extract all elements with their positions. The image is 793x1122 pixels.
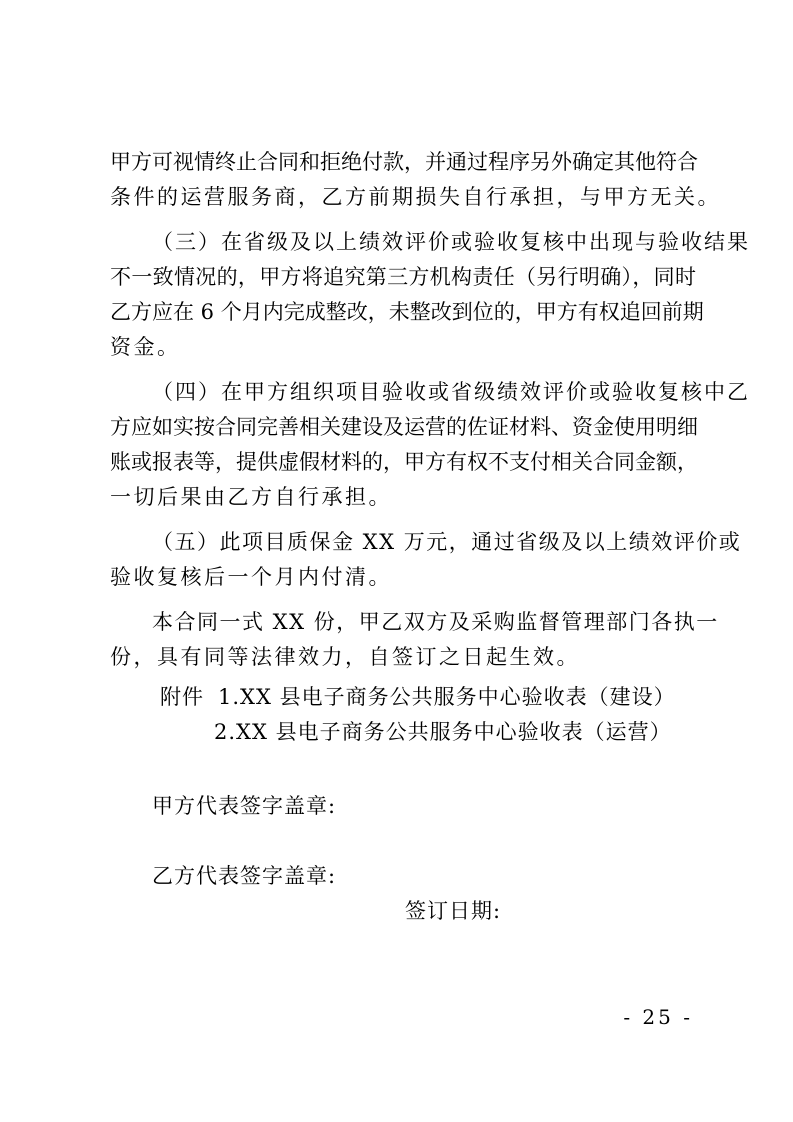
party-b-signature: 乙方代表签字盖章: bbox=[152, 864, 337, 888]
paragraph-line: （四）在甲方组织项目验收或省级绩效评价或验收复核中乙 bbox=[152, 380, 750, 404]
page-number: - 25 - bbox=[623, 1005, 693, 1029]
paragraph-line: 份，具有同等法律效力，自签订之日起生效。 bbox=[110, 645, 580, 669]
paragraph-line: 方应如实按合同完善相关建设及运营的佐证材料、资金使用明细 bbox=[110, 415, 698, 439]
paragraph-line: 乙方应在 6 个月内完成整改，未整改到位的，甲方有权追回前期 bbox=[110, 300, 704, 324]
paragraph-line: 账或报表等，提供虚假材料的，甲方有权不支付相关合同金额， bbox=[110, 450, 698, 474]
party-a-signature: 甲方代表签字盖章: bbox=[152, 794, 337, 818]
paragraph-line: 不一致情况的，甲方将追究第三方机构责任（另行明确），同时 bbox=[110, 265, 696, 289]
paragraph-line: 条件的运营服务商，乙方前期损失自行承担，与甲方无关。 bbox=[110, 185, 721, 209]
paragraph-line: 验收复核后一个月内付清。 bbox=[110, 565, 392, 589]
attachments-label: 附件 bbox=[160, 685, 204, 709]
paragraph-line: （三）在省级及以上绩效评价或验收复核中出现与验收结果 bbox=[152, 230, 750, 254]
paragraph-line: 一切后果由乙方自行承担。 bbox=[110, 485, 392, 509]
attachment-item: 1.XX 县电子商务公共服务中心验收表（建设） bbox=[218, 685, 676, 709]
paragraph-line: 资金。 bbox=[110, 335, 181, 359]
paragraph-line: （五）此项目质保金 XX 万元，通过省级及以上绩效评价或 bbox=[152, 530, 742, 554]
attachment-item: 2.XX 县电子商务公共服务中心验收表（运营） bbox=[214, 720, 672, 744]
signing-date: 签订日期: bbox=[405, 899, 502, 923]
attachments-line-1 bbox=[160, 682, 676, 712]
paragraph-line: 本合同一式 XX 份，甲乙双方及采购监督管理部门各执一 bbox=[152, 610, 719, 634]
paragraph-line: 甲方可视情终止合同和拒绝付款，并通过程序另外确定其他符合 bbox=[110, 150, 698, 174]
